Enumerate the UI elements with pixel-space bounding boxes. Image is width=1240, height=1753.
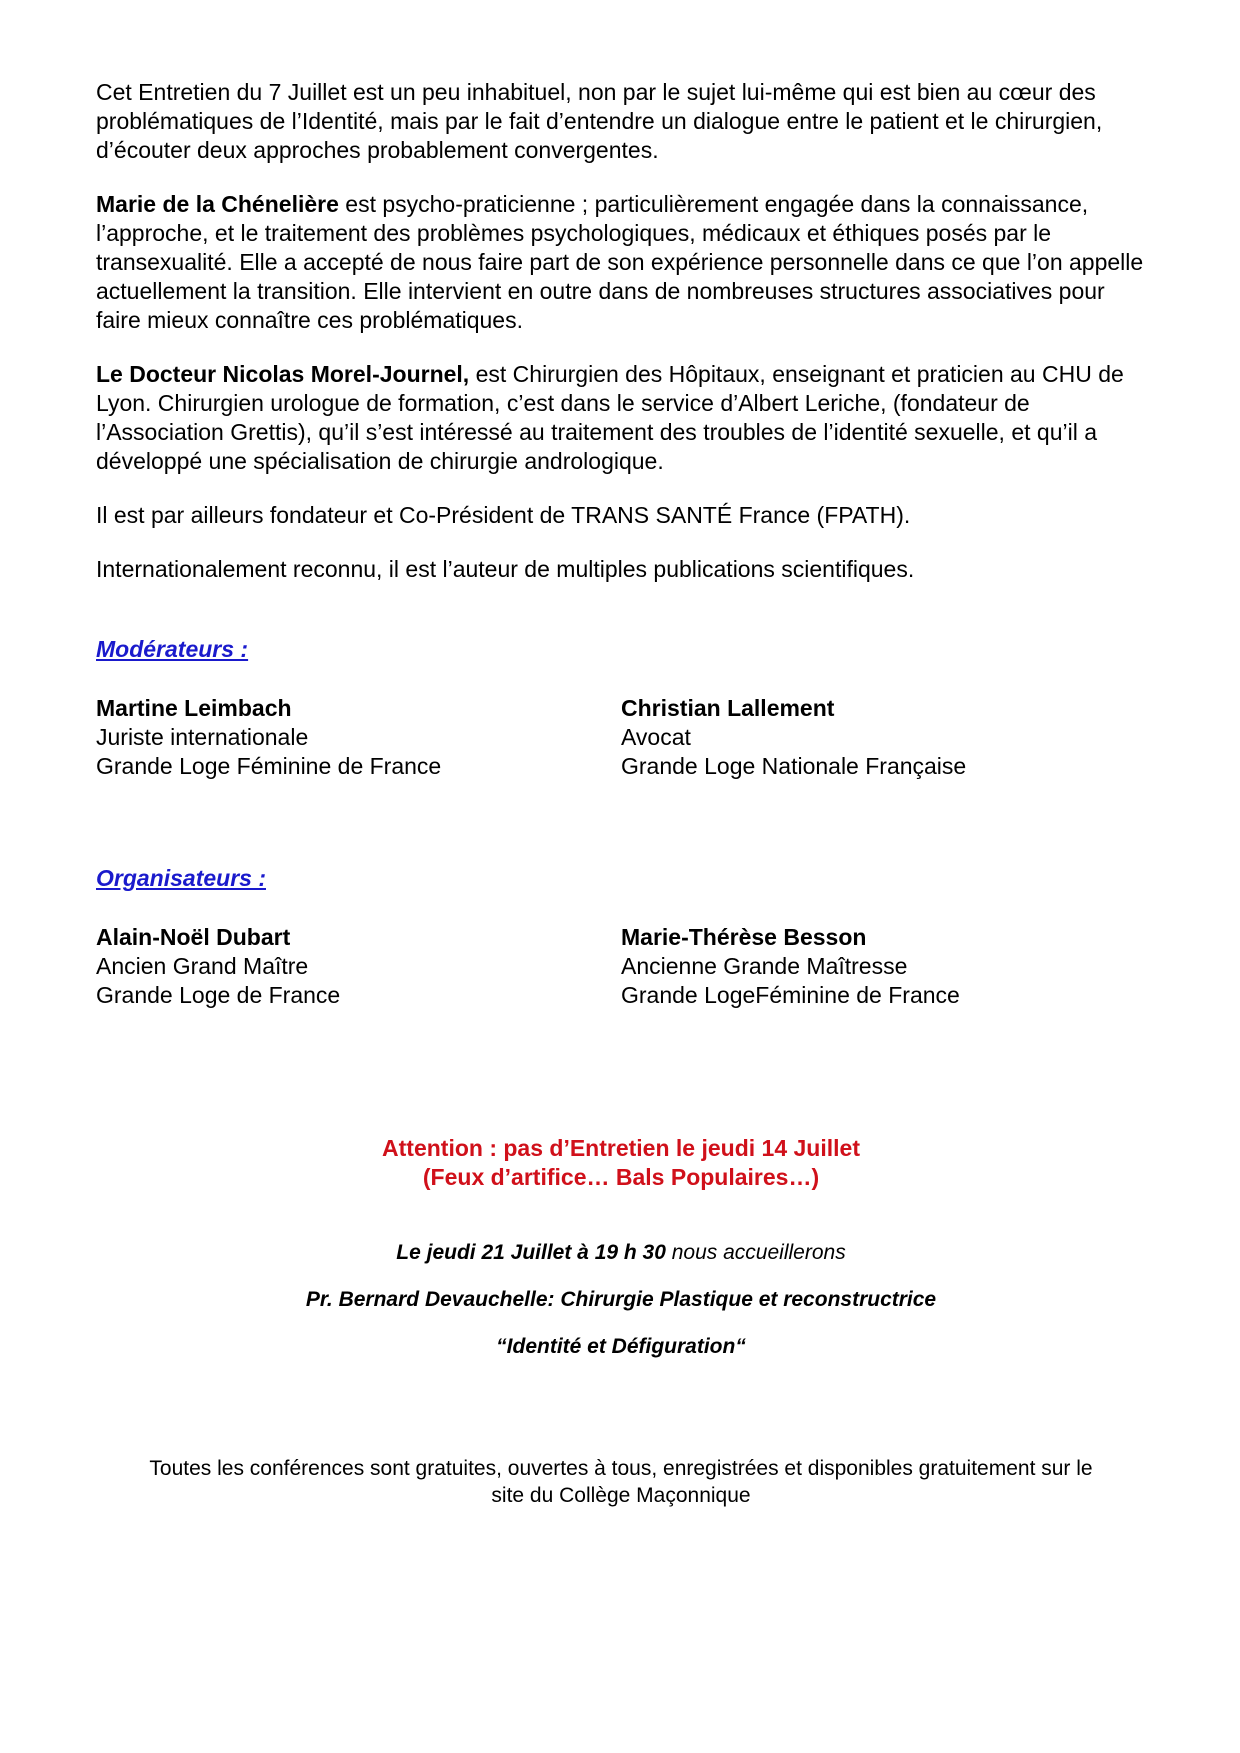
next-event-date-line [96,1239,1146,1266]
footer-line-2: site du Collège Maçonnique [491,1484,751,1507]
moderateurs-title: Modérateurs : [96,636,249,662]
next-event-title: “Identité et Défiguration“ [496,1335,746,1358]
intro-paragraph: Cet Entretien du 7 Juillet est un peu inhabituel, non par le sujet lui-même qui est bien au cœur des problématiques de l’Identité, mais par le fait d’entendre un dialogue entre le patient et le chirurgien, d’écouter deux approches probablement convergentes. [96,79,1103,163]
organisateur-card [621,923,1146,1010]
person-role: Ancienne Grande Maîtresse [621,953,908,979]
moderateurs-list [96,694,1146,781]
document-page [96,78,1146,1509]
moderateur-card [621,694,1146,781]
footer-note [96,1455,1146,1509]
marie-paragraph [96,190,1146,335]
person-role: Ancien Grand Maître [96,953,309,979]
docteur-paragraph [96,360,1146,476]
moderateur-card [96,694,621,781]
marie-text: est psycho-praticienne ; particulièrement engagée dans la connaissance, l’approche, et le traitement des problèmes psychologiques, médicaux et éthiques posés par le transexualité. Elle a accepté de nous faire part de son expérience personnelle dans ce que l’on appelle actuellement la transition. Elle intervient en outre dans de nombreuses structures associatives pour faire mieux connaître ces problématiques. [96,191,1144,333]
person-role: Juriste internationale [96,724,309,750]
person-name: Christian Lallement [621,695,835,721]
footer-line-1: Toutes les conférences sont gratuites, ouvertes à tous, enregistrées et disponibles gratuitement sur le [149,1457,1093,1480]
attention-line-2: (Feux d’artifice… Bals Populaires…) [422,1164,820,1190]
attention-notice [96,1134,1146,1192]
fondateur-paragraph: Il est par ailleurs fondateur et Co-Président de TRANS SANTÉ France (FPATH). [96,502,911,528]
docteur-name: Le Docteur Nicolas Morel-Journel, [96,361,470,387]
person-name: Martine Leimbach [96,695,292,721]
next-event-date: Le jeudi 21 Juillet à 19 h 30 [396,1241,666,1264]
next-event-speaker: Pr. Bernard Devauchelle: Chirurgie Plastique et reconstructrice [305,1288,937,1311]
person-role: Avocat [621,724,691,750]
attention-line-1: Attention : pas d’Entretien le jeudi 14 Juillet [382,1135,860,1161]
person-name: Marie-Thérèse Besson [621,924,867,950]
person-org: Grande Loge de France [96,982,341,1008]
next-event-suffix: nous accueillerons [665,1241,846,1264]
organisateurs-title: Organisateurs : [96,865,266,891]
person-name: Alain-Noël Dubart [96,924,291,950]
person-org: Grande Loge Nationale Française [621,753,967,779]
person-org: Grande LogeFéminine de France [621,982,960,1008]
docteur-text: est Chirurgien des Hôpitaux, enseignant et praticien au CHU de Lyon. Chirurgien urologue de formation, c’est dans le service d’Albert Leriche, (fondateur de l’Association Grettis), qu’il s’est intéressé au traitement des troubles de l’identité sexuelle, et qu’il a développé une spécialisation de chirurgie andrologique. [96,361,1124,474]
organisateurs-list [96,923,1146,1010]
person-org: Grande Loge Féminine de France [96,753,442,779]
reconnu-paragraph: Internationalement reconnu, il est l’auteur de multiples publications scientifiques. [96,556,915,582]
organisateur-card [96,923,621,1010]
marie-name: Marie de la Chénelière [96,191,339,217]
